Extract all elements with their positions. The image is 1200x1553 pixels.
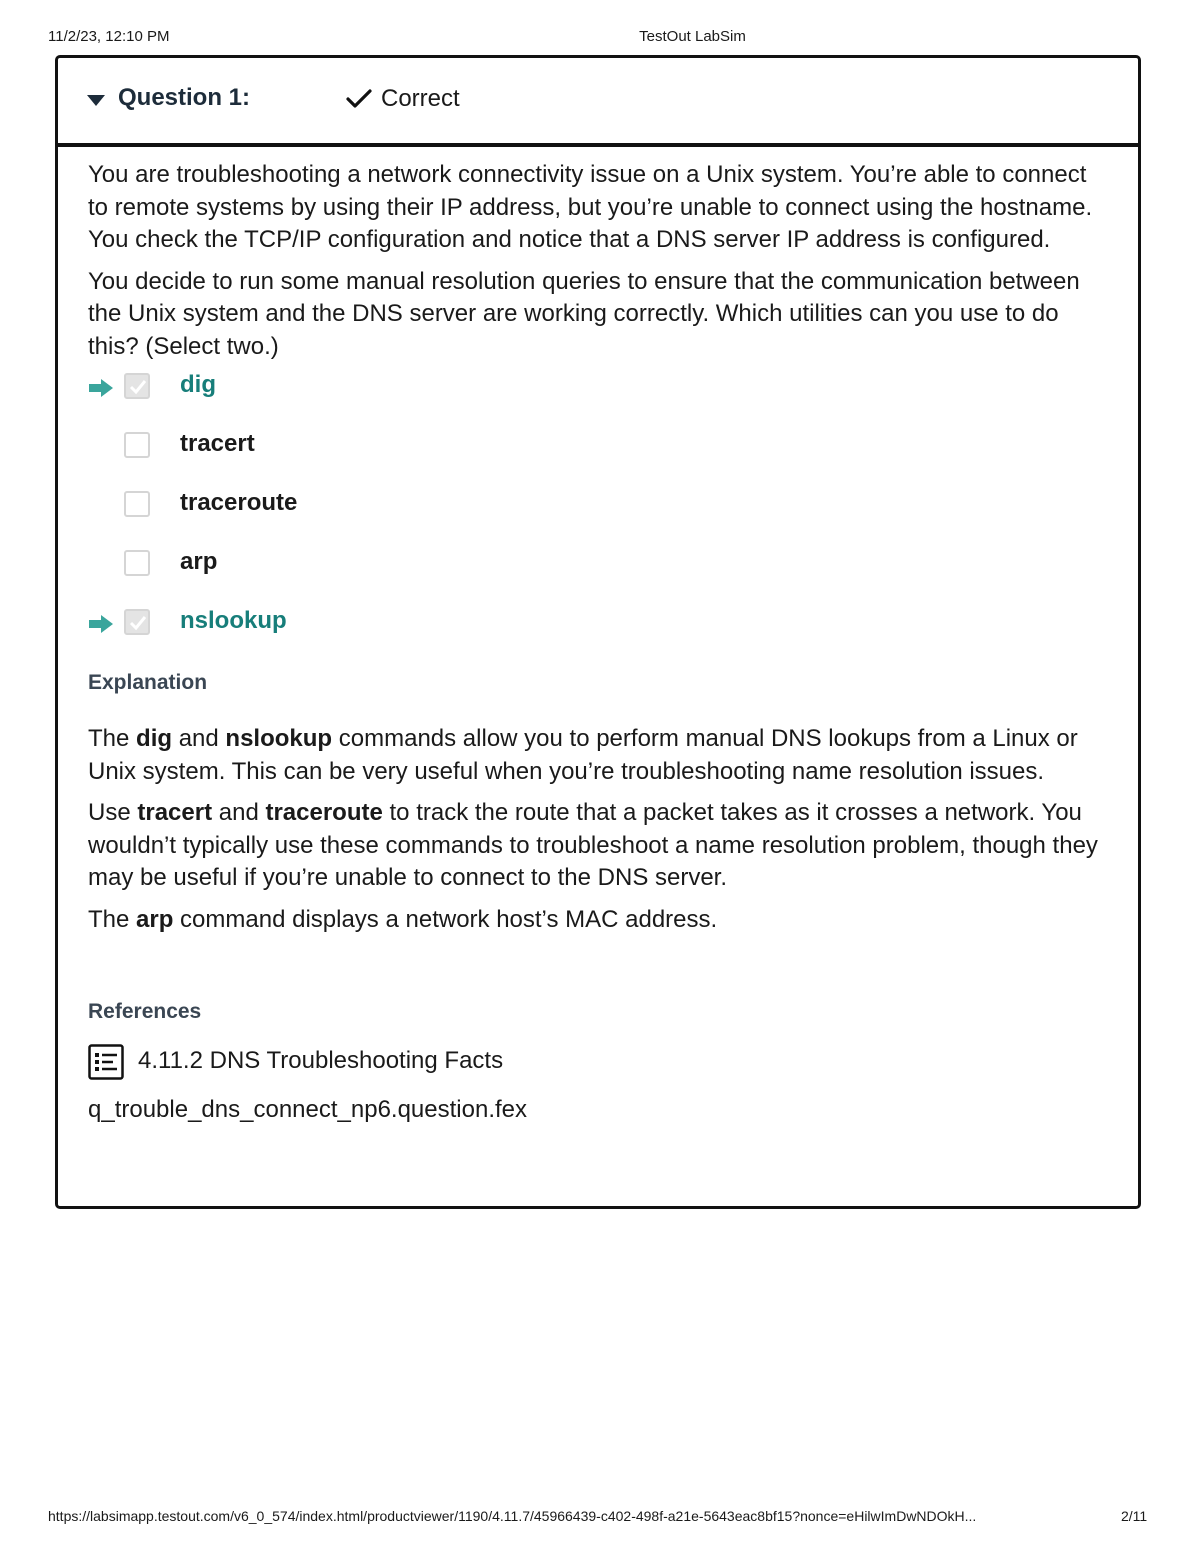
reference-link[interactable] bbox=[88, 1044, 1108, 1084]
checkmark-icon bbox=[346, 88, 372, 110]
option-checkbox[interactable] bbox=[124, 432, 150, 458]
print-datetime: 11/2/23, 12:10 PM bbox=[48, 28, 170, 45]
correct-arrow-icon bbox=[88, 378, 114, 398]
option-tracert[interactable] bbox=[88, 431, 1108, 490]
print-page-title: TestOut LabSim bbox=[639, 28, 746, 45]
list-icon bbox=[88, 1044, 124, 1080]
question-file-name: q_trouble_dns_connect_np6.question.fex bbox=[88, 1096, 528, 1123]
option-arp[interactable] bbox=[88, 549, 1108, 608]
answer-options bbox=[88, 372, 1108, 667]
question-title: Question 1: bbox=[118, 84, 251, 111]
option-label: arp bbox=[180, 548, 218, 575]
question-stem-2: You decide to run some manual resolution queries to ensure that the communication between the Unix system and the DNS server are working correctly. Which utilities can you use to do this? (Select two.) bbox=[88, 267, 1080, 360]
print-page-number: 2/11 bbox=[1121, 1508, 1148, 1524]
references-section bbox=[88, 1000, 1108, 1124]
explanation-paragraph: Use tracert and traceroute to track the route that a packet takes as it crosses a network. You wouldn’t typically use these commands to troubleshoot a name resolution problem, though they may be useful if you’re unable to connect to the DNS server. bbox=[88, 799, 1098, 891]
question-stem-1: You are troubleshooting a network connectivity issue on a Unix system. You’re able to connect to remote systems by using their IP address, but you’re unable to connect using the hostname. You check the TCP/IP configuration and notice that a DNS server IP address is configured. bbox=[88, 161, 1093, 253]
option-nslookup[interactable] bbox=[88, 608, 1108, 667]
question-status: Correct bbox=[381, 85, 460, 112]
option-traceroute[interactable] bbox=[88, 490, 1108, 549]
option-label: nslookup bbox=[180, 607, 287, 634]
question-header[interactable] bbox=[58, 58, 1138, 147]
option-checkbox[interactable] bbox=[124, 373, 150, 399]
option-label: traceroute bbox=[180, 489, 298, 516]
option-dig[interactable] bbox=[88, 372, 1108, 431]
question-card bbox=[55, 55, 1141, 1209]
collapse-caret-icon[interactable] bbox=[87, 95, 105, 106]
explanation-paragraph: The dig and nslookup commands allow you to perform manual DNS lookups from a Linux or Unix system. This can be very useful when you’re troubleshooting name resolution issues. bbox=[88, 725, 1078, 785]
option-checkbox[interactable] bbox=[124, 609, 150, 635]
references-heading: References bbox=[88, 1000, 202, 1023]
checkbox-check-icon bbox=[129, 615, 147, 631]
option-checkbox[interactable] bbox=[124, 550, 150, 576]
explanation-body bbox=[88, 723, 1108, 936]
print-url: https://labsimapp.testout.com/v6_0_574/index.html/productviewer/1190/4.11.7/45966439-c402-498f-a21e-5643eac8bf15?nonce=eHilwImDwNDOkH... bbox=[48, 1508, 977, 1524]
explanation-paragraph: The arp command displays a network host’s MAC address. bbox=[88, 905, 718, 933]
option-label: dig bbox=[180, 371, 216, 398]
reference-link-label[interactable]: 4.11.2 DNS Troubleshooting Facts bbox=[138, 1047, 504, 1074]
checkbox-check-icon bbox=[129, 379, 147, 395]
explanation-heading: Explanation bbox=[88, 671, 208, 694]
option-checkbox[interactable] bbox=[124, 491, 150, 517]
option-label: tracert bbox=[180, 430, 255, 457]
correct-arrow-icon bbox=[88, 614, 114, 634]
